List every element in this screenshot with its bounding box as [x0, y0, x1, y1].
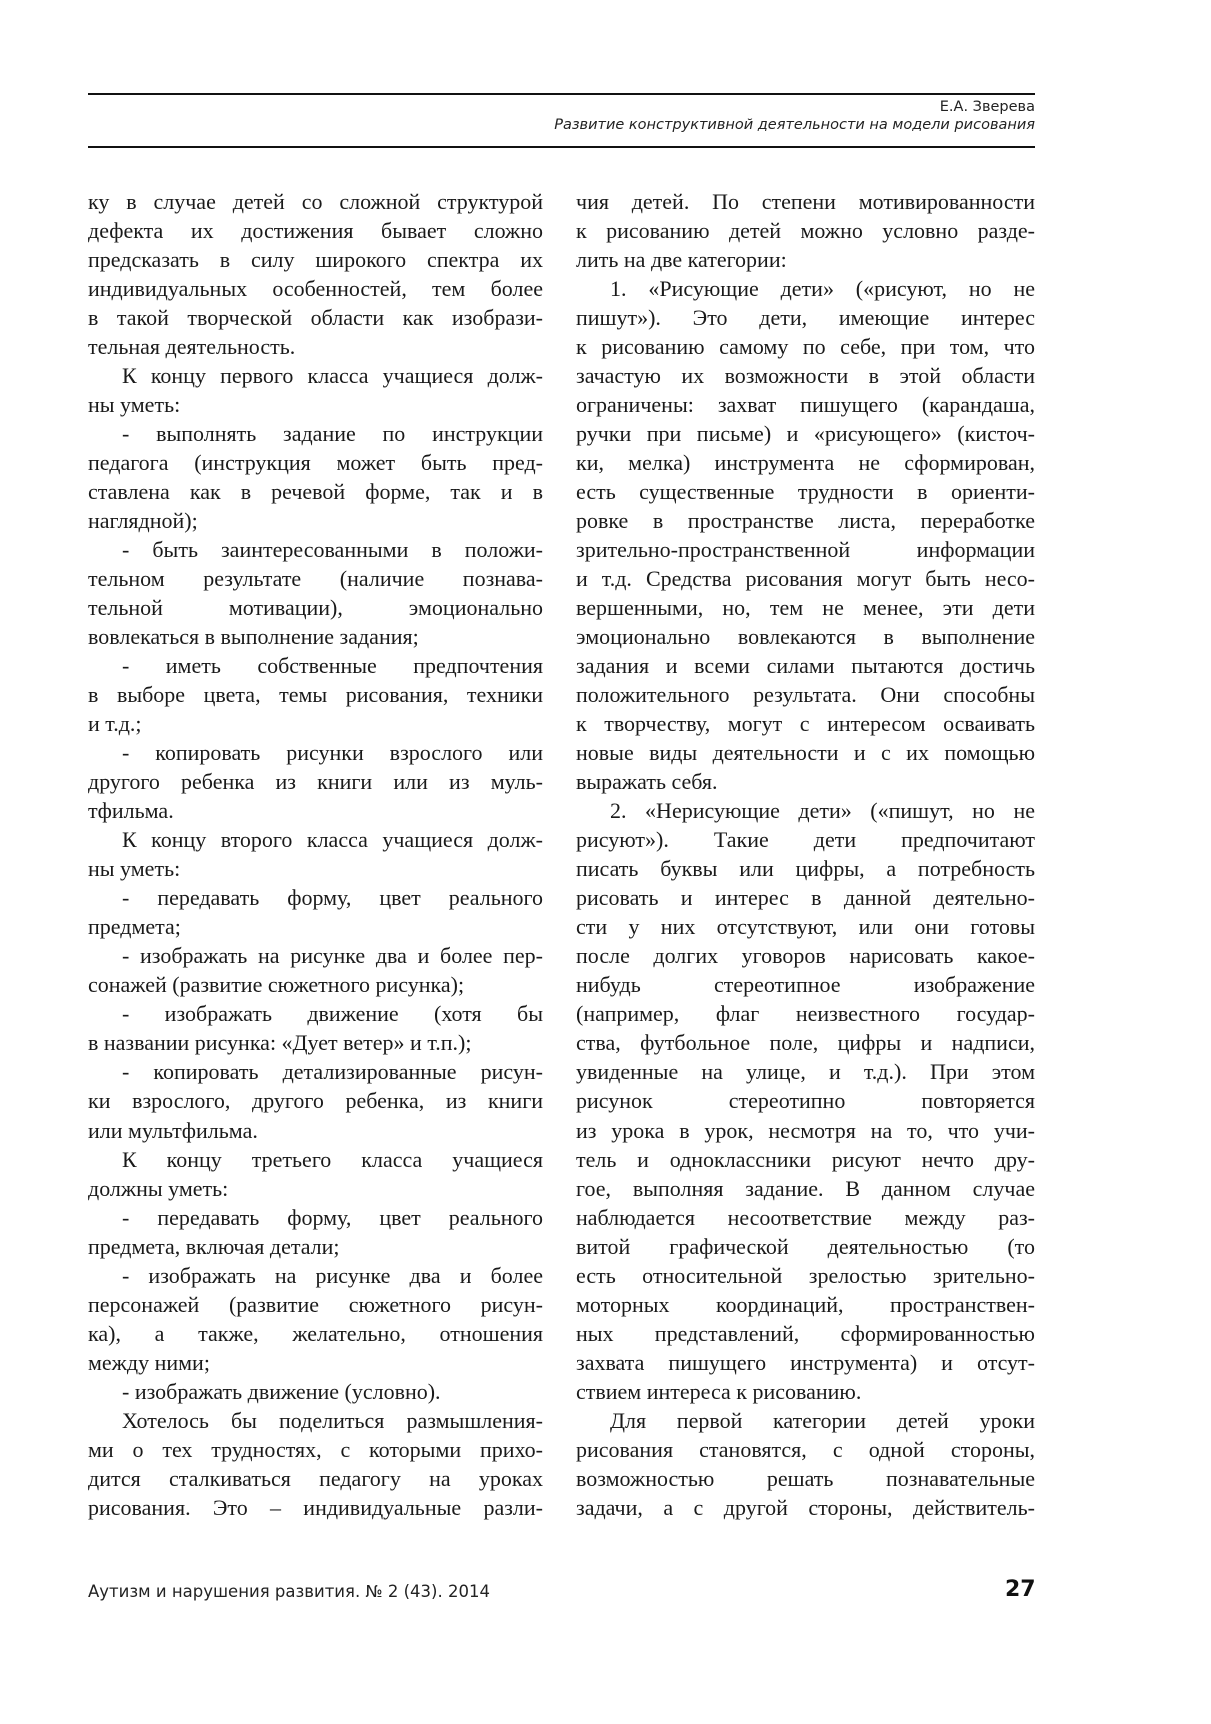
text-line: ограничены: захват пишущего (карандаша,: [576, 392, 1035, 418]
running-head-title: Развитие конструктивной деятельности на модели рисования: [554, 117, 1035, 133]
text-line: между ними;: [88, 1349, 210, 1375]
text-line: - изображать движение (условно).: [122, 1378, 441, 1404]
text-line: и т.д. Средства рисования могут быть несо-: [576, 566, 1035, 592]
text-line: выражать себя.: [576, 769, 718, 795]
text-line: в такой творческой области как изобрази-: [88, 305, 543, 331]
text-line: пишут»). Это дети, имеющие интерес: [576, 305, 1035, 331]
text-line: задачи, а с другой стороны, действитель-: [576, 1494, 1035, 1520]
text-line: тель и одноклассники рисуют нечто дру-: [576, 1146, 1035, 1172]
text-line: ставлена как в речевой форме, так и в: [88, 479, 543, 505]
text-line: К концу второго класса учащиеся долж-: [122, 827, 543, 853]
text-line: - изображать на рисунке два и более пер-: [122, 943, 543, 969]
text-line: есть относительной зрелостью зрительно-: [576, 1262, 1035, 1288]
text-line: 1. «Рисующие дети» («рисуют, но не: [610, 276, 1035, 302]
text-line: индивидуальных особенностей, тем более: [88, 276, 543, 302]
text-line: рисовать и интерес в данной деятельно-: [576, 885, 1035, 911]
text-line: должны уметь:: [88, 1175, 229, 1201]
text-line: ны уметь:: [88, 392, 181, 418]
text-line: рисунок стереотипно повторяется: [576, 1088, 1035, 1114]
text-line: (например, флаг неизвестного государ-: [576, 1001, 1035, 1027]
text-line: к рисованию детей можно условно разде-: [576, 218, 1035, 244]
text-line: увиденные на улице, и т.д.). При этом: [576, 1059, 1035, 1085]
text-line: из урока в урок, несмотря на то, что учи-: [576, 1117, 1035, 1143]
text-line: сонажей (развитие сюжетного рисунка);: [88, 972, 465, 998]
text-line: и т.д.;: [88, 711, 142, 737]
text-line: в выборе цвета, темы рисования, техники: [88, 682, 543, 708]
text-line: ства, футбольное поле, цифры и надписи,: [576, 1030, 1035, 1056]
text-line: тельной мотивации), эмоционально: [88, 595, 543, 621]
text-line: вершенными, но, тем не менее, эти дети: [576, 595, 1035, 621]
text-line: возможностью решать познавательные: [576, 1465, 1035, 1491]
text-line: Для первой категории детей уроки: [610, 1407, 1035, 1433]
text-column-left: [88, 187, 543, 1522]
text-line: или мультфильма.: [88, 1117, 258, 1143]
text-line: предмета;: [88, 914, 181, 940]
text-line: новые виды деятельности и с их помощью: [576, 740, 1035, 766]
text-line: - передавать форму, цвет реального: [122, 885, 543, 911]
text-line: витой графической деятельностью (то: [576, 1233, 1035, 1259]
text-line: дефекта их достижения бывает сложно: [88, 218, 543, 244]
page-number: 27: [1005, 1577, 1036, 1602]
running-head-author: Е.А. Зверева: [939, 99, 1035, 115]
text-line: - копировать детализированные рисун-: [122, 1059, 543, 1085]
text-line: предмета, включая детали;: [88, 1233, 340, 1259]
text-line: ки взрослого, другого ребенка, из книги: [88, 1088, 543, 1114]
text-line: - копировать рисунки взрослого или: [122, 740, 543, 766]
text-line: рисования становятся, с одной стороны,: [576, 1436, 1035, 1462]
text-line: чия детей. По степени мотивированности: [576, 189, 1035, 214]
text-line: тельном результате (наличие познава-: [88, 566, 543, 592]
journal-footer: Аутизм и нарушения развития. № 2 (43). 2014: [88, 1582, 490, 1601]
text-line: гое, выполняя задание. В данном случае: [576, 1175, 1035, 1201]
text-line: - изображать на рисунке два и более: [122, 1262, 543, 1288]
text-line: педагога (инструкция может быть пред-: [88, 450, 543, 476]
text-line: вовлекаться в выполнение задания;: [88, 624, 419, 650]
text-line: лить на две категории:: [576, 247, 787, 273]
text-line: после долгих уговоров нарисовать какое-: [576, 943, 1035, 969]
text-line: ровке в пространстве листа, переработке: [576, 508, 1035, 534]
text-line: есть существенные трудности в ориенти-: [576, 479, 1035, 505]
text-line: ки, мелка) инструмента не сформирован,: [576, 450, 1035, 476]
text-line: положительного результата. Они способны: [576, 682, 1035, 708]
text-line: ных представлений, сформированностью: [576, 1320, 1035, 1346]
text-line: тфильма.: [88, 798, 174, 824]
text-line: к творчеству, могут с интересом осваивать: [576, 711, 1035, 737]
text-line: зачастую их возможности в этой области: [576, 363, 1035, 389]
header-rule-bottom: [88, 146, 1035, 148]
text-line: - изображать движение (хотя бы: [122, 1001, 543, 1027]
header-rule-top: [88, 93, 1035, 95]
text-line: персонажей (развитие сюжетного рисун-: [88, 1291, 543, 1317]
text-line: - передавать форму, цвет реального: [122, 1204, 543, 1230]
text-line: задания и всеми силами пытаются достичь: [576, 653, 1035, 679]
text-line: предсказать в силу широкого спектра их: [88, 247, 543, 273]
text-line: тельная деятельность.: [88, 334, 296, 360]
text-line: К концу третьего класса учащиеся: [122, 1146, 543, 1172]
text-line: другого ребенка из книги или из муль-: [88, 769, 543, 795]
text-line: нибудь стереотипное изображение: [576, 972, 1035, 998]
text-line: К концу первого класса учащиеся долж-: [122, 363, 543, 389]
text-line: ми о тех трудностях, с которыми прихо-: [88, 1436, 543, 1462]
text-line: сти у них отсутствуют, или они готовы: [576, 914, 1035, 940]
text-line: рисования. Это – индивидуальные разли-: [88, 1494, 543, 1520]
text-line: моторных координаций, пространствен-: [576, 1291, 1035, 1317]
text-line: ка), а также, желательно, отношения: [88, 1320, 543, 1346]
text-line: в названии рисунка: «Дует ветер» и т.п.);: [88, 1030, 472, 1056]
text-line: - иметь собственные предпочтения: [122, 653, 543, 679]
text-line: дится сталкиваться педагогу на уроках: [88, 1465, 543, 1491]
text-line: наглядной);: [88, 508, 198, 534]
text-line: наблюдается несоответствие между раз-: [576, 1204, 1035, 1230]
text-line: ствием интереса к рисованию.: [576, 1378, 862, 1404]
text-line: ны уметь:: [88, 856, 181, 882]
text-line: зрительно-пространственной информации: [576, 537, 1035, 563]
text-line: - быть заинтересованными в положи-: [122, 537, 543, 563]
text-line: к рисованию самому по себе, при том, что: [576, 334, 1035, 360]
text-line: - выполнять задание по инструкции: [122, 421, 543, 447]
text-line: захвата пишущего инструмента) и отсут-: [576, 1349, 1035, 1375]
text-column-right: [576, 187, 1035, 1522]
text-line: ку в случае детей со сложной структурой: [88, 189, 543, 214]
text-line: 2. «Нерисующие дети» («пишут, но не: [610, 798, 1035, 824]
text-line: рисуют»). Такие дети предпочитают: [576, 827, 1035, 853]
text-line: Хотелось бы поделиться размышления-: [122, 1407, 543, 1433]
text-line: эмоционально вовлекаются в выполнение: [576, 624, 1035, 650]
text-line: ручки при письме) и «рисующего» (кисточ-: [576, 421, 1035, 447]
text-line: писать буквы или цифры, а потребность: [576, 856, 1035, 882]
